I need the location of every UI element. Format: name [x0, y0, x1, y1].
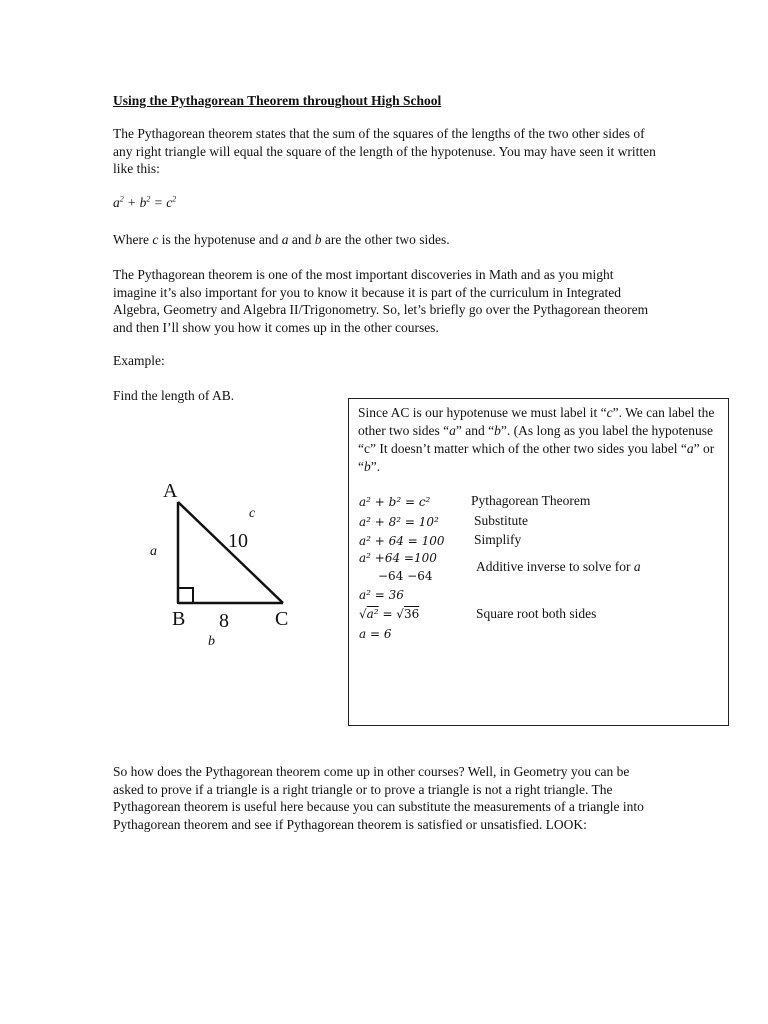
vertex-b-label: B [172, 608, 186, 630]
vertex-c-label: C [275, 608, 289, 630]
equation-5: −64 −64 [378, 569, 433, 583]
equation-2: a² + 8² = 10² [359, 515, 439, 529]
equation-6: a² = 36 [359, 588, 404, 602]
hypotenuse-value: 10 [228, 530, 248, 552]
step-simplify: Simplify [474, 532, 522, 547]
side-c-label: c [249, 506, 256, 521]
closing-paragraph: So how does the Pythagorean theorem come up in other courses? Well, in Geometry you can be asked to prove if a triangle is a right triangle or to prove a triangle is not a right triangle. The Pythagorean theorem is useful here because you can substitute the measurements of a triangle into Pythagorean theorem and see if Pythagorean theorem is satisfied or unsatisfied. LOOK: [113, 764, 644, 832]
step-square-root: Square root both sides [476, 606, 597, 621]
right-angle-marker [178, 588, 193, 603]
intro-paragraph: The Pythagorean theorem states that the sum of the squares of the lengths of the two other sides of any right triangle will equal the square of the length of the hypotenuse. You may have seen it written like this: [113, 126, 656, 176]
solution-box [348, 398, 729, 726]
document-title: Using the Pythagorean Theorem throughout High School [113, 93, 442, 108]
pythagorean-formula: $a^2 + b^2 = c^2$ [113, 194, 177, 210]
variable-definition: Where c is the hypotenuse and a and b are the other two sides. [113, 232, 450, 247]
side-a-label: a [150, 544, 157, 559]
equation-3: a² + 64 = 100 [359, 534, 445, 548]
right-triangle-diagram [140, 470, 310, 660]
solution-intro: Since AC is our hypotenuse we must label it “c”. We can label the other two sides “a” and “b”. (As long as you label the hypotenuse “c” It doesn’t matter which of the other two sides you label “a” or “b”. [358, 405, 715, 474]
vertex-a-label: A [163, 480, 178, 502]
step-additive-inverse: Additive inverse to solve for a [476, 559, 641, 574]
equation-8: a = 6 [359, 627, 392, 641]
equation-7: √a² = √36 [359, 607, 420, 621]
equation-4: a² +64 =100 [359, 551, 437, 565]
side-b-label: b [208, 634, 215, 649]
step-substitute: Substitute [474, 513, 529, 528]
equation-1: a² + b² = c² [359, 495, 431, 509]
step-pythagorean-theorem: Pythagorean Theorem [471, 493, 591, 508]
base-value: 8 [219, 610, 229, 632]
find-length-prompt: Find the length of AB. [113, 388, 235, 403]
example-label: Example: [113, 353, 165, 368]
importance-paragraph: The Pythagorean theorem is one of the most important discoveries in Math and as you might imagine it’s also important for you to know it because it is part of the curriculum in Integrated Algebra, Geometry and Algebra II/Trigonometry. So, let’s briefly go over the Pythagorean theorem and then I’ll show you how it comes up in the other courses. [113, 267, 649, 335]
